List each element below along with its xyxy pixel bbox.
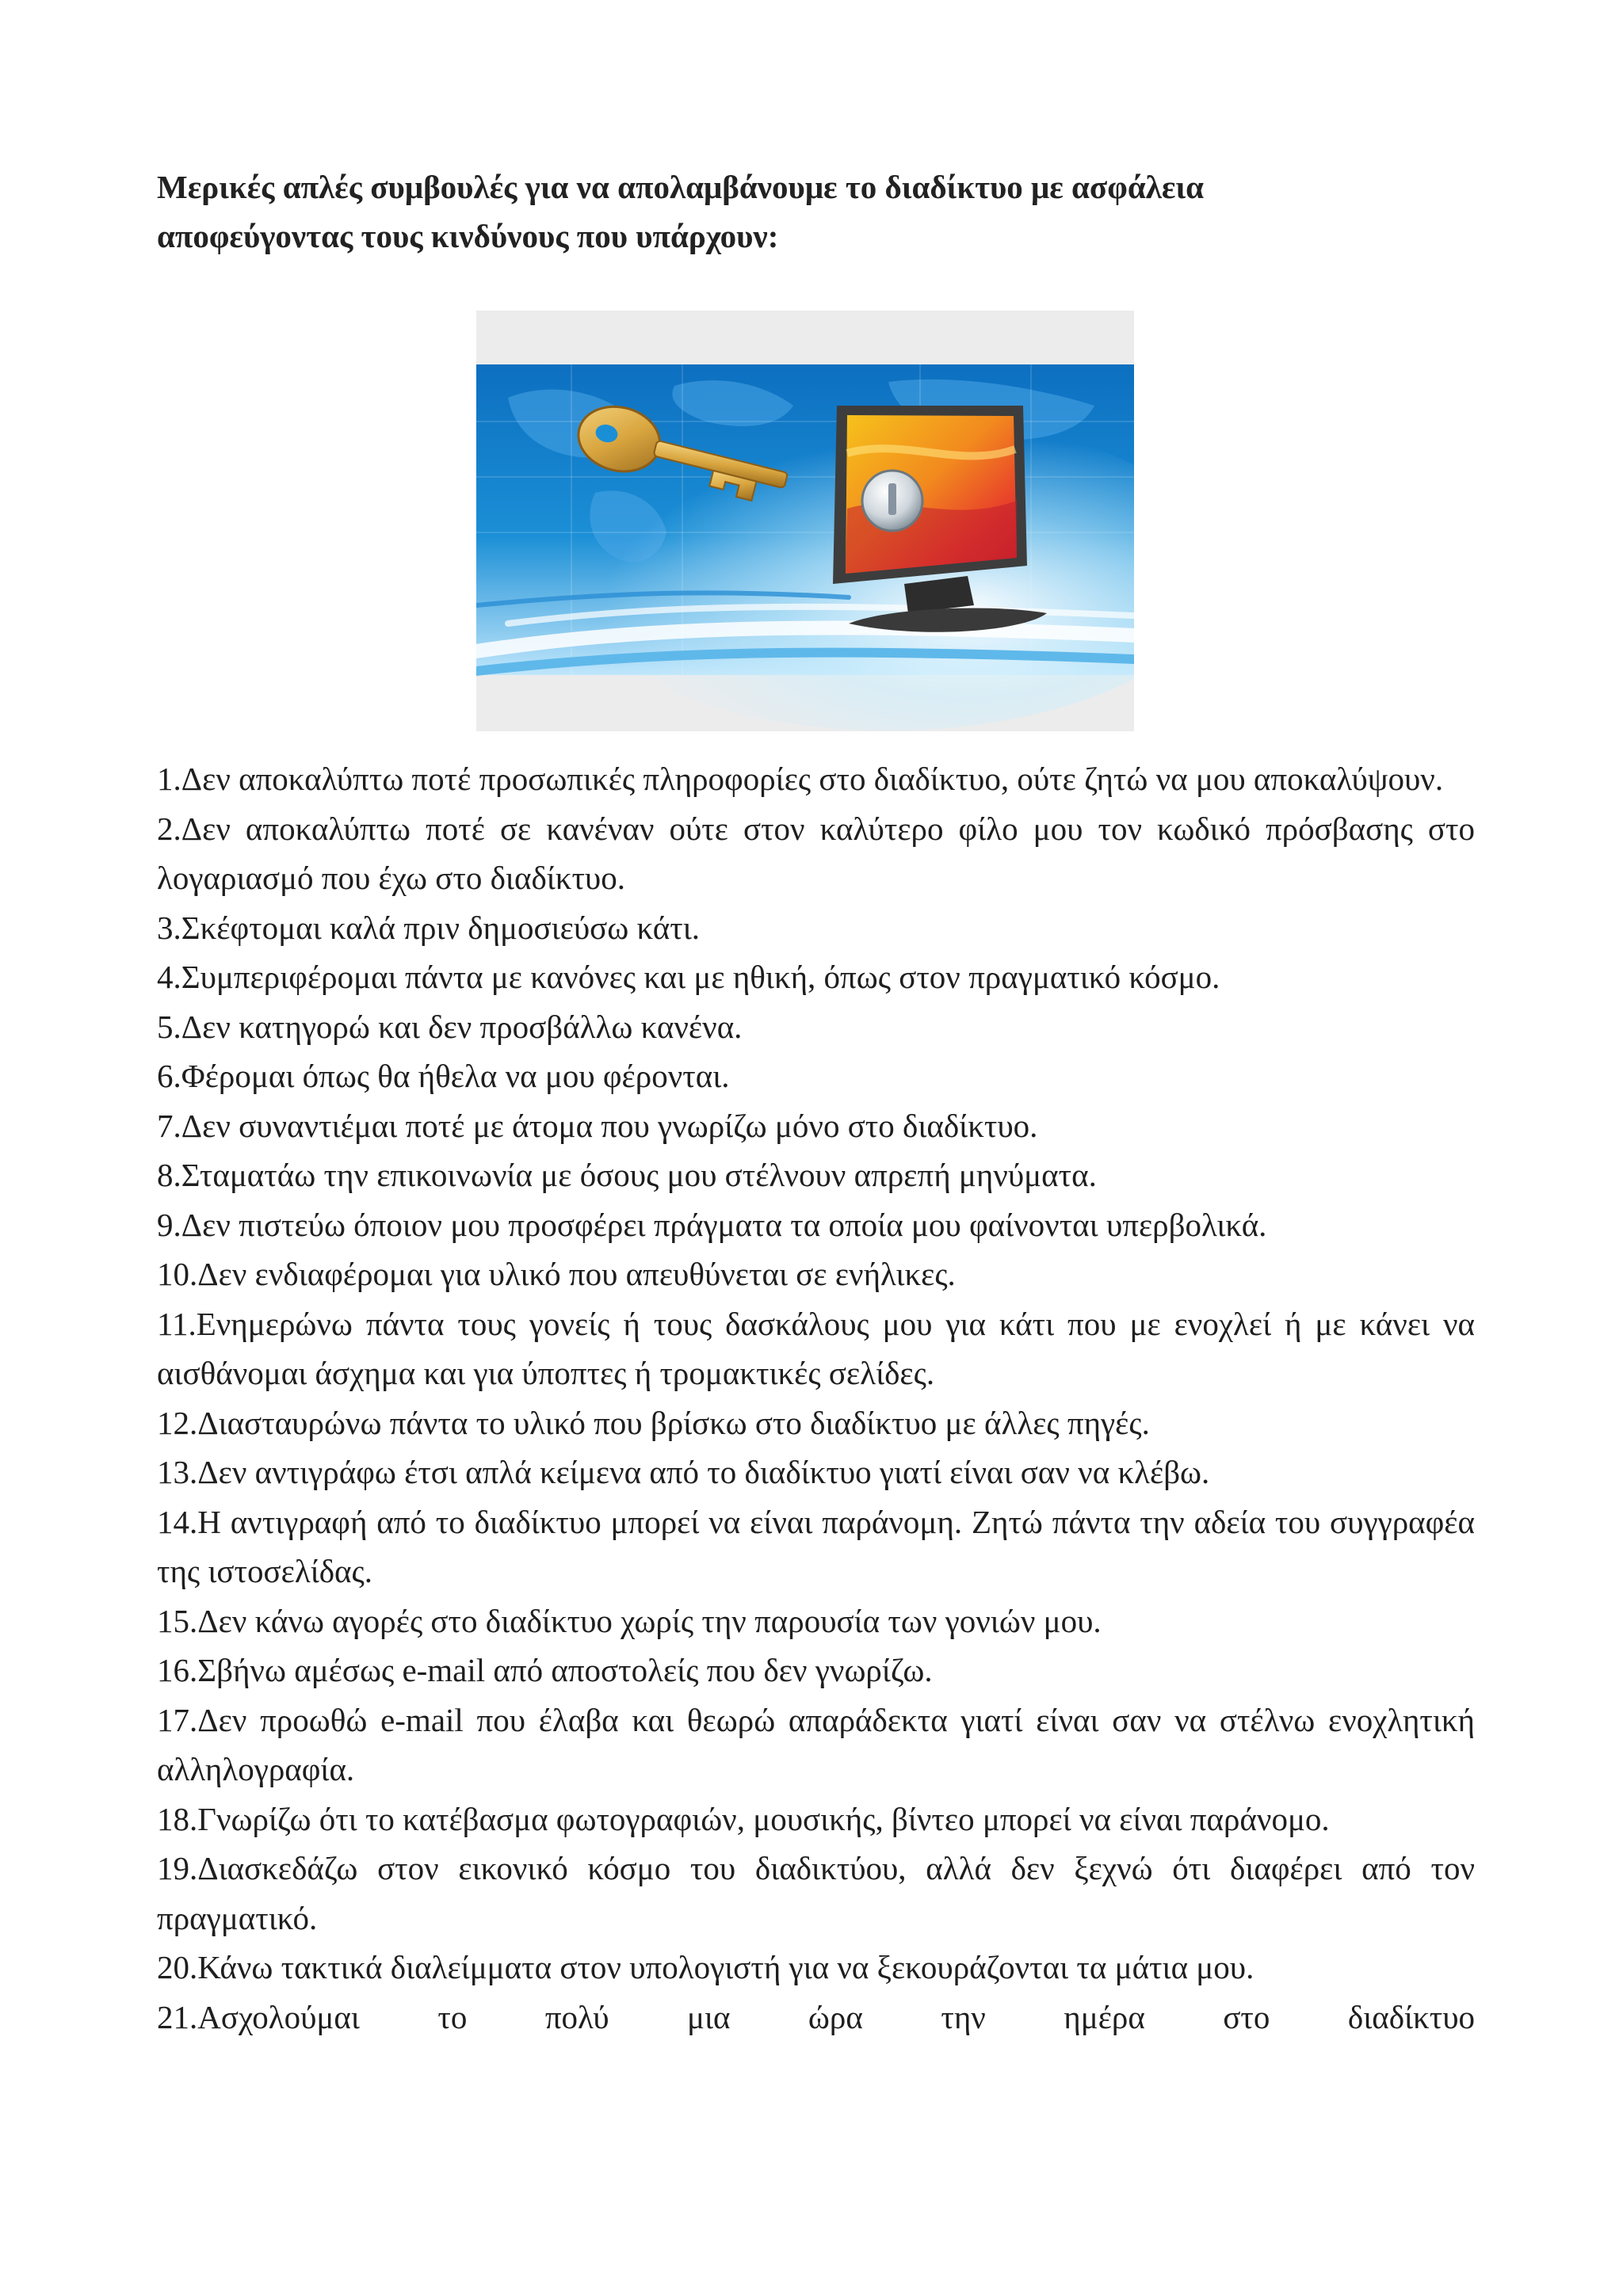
- document-heading: [157, 162, 1472, 261]
- tip-item-6: 6.Φέρομαι όπως θα ήθελα να μου φέρονται.: [157, 1058, 730, 1094]
- tip-item-1: 1.Δεν αποκαλύπτω ποτέ προσωπικές πληροφορίες στο διαδίκτυο, ούτε ζητώ να μου αποκαλύψουν.: [157, 761, 1444, 797]
- tip-item-20: 20.Κάνω τακτικά διαλείμματα στον υπολογιστή για να ξεκουράζονται τα μάτια μου.: [157, 1949, 1254, 1985]
- tip-item-4: 4.Συμπεριφέρομαι πάντα με κανόνες και με ηθική, όπως στον πραγματικό κόσμο.: [157, 959, 1220, 995]
- tip-item-11: 11.Ενημερώνω πάντα τους γονείς ή τους δασκάλους μου για κάτι που με ενοχλεί ή με κάνει να αισθάνομαι άσχημα και για ύποπτες ή τρομακτικές σελίδες.: [157, 1305, 1475, 1391]
- tip-item-21: 21.Ασχολούμαι το πολύ μια ώρα την ημέρα στο διαδίκτυο: [157, 1998, 1475, 2035]
- tip-item-3: 3.Σκέφτομαι καλά πριν δημοσιεύσω κάτι.: [157, 909, 701, 946]
- tip-item-18: 18.Γνωρίζω ότι το κατέβασμα φωτογραφιών, μουσικής, βίντεο μπορεί να είναι παράνομο.: [157, 1800, 1330, 1837]
- tip-item-12: 12.Διασταυρώνω πάντα το υλικό που βρίσκω στο διαδίκτυο με άλλες πηγές.: [157, 1404, 1150, 1441]
- heading-line-2: αποφεύγοντας τους κινδύνους που υπάρχουν:: [157, 218, 779, 254]
- tip-item-14: 14.Η αντιγραφή από το διαδίκτυο μπορεί να είναι παράνομη. Ζητώ πάντα την αδεία του συγγραφέα της ιστοσελίδας.: [157, 1503, 1475, 1589]
- tip-item-13: 13.Δεν αντιγράφω έτσι απλά κείμενα από το διαδίκτυο γιατί είναι σαν να κλέβω.: [157, 1454, 1210, 1490]
- internet-safety-illustration: [476, 311, 1134, 731]
- tip-item-19: 19.Διασκεδάζω στον εικονικό κόσμο του διαδικτύου, αλλά δεν ξεχνώ ότι διαφέρει από τον πραγματικό.: [157, 1850, 1475, 1936]
- tip-item-10: 10.Δεν ενδιαφέρομαι για υλικό που απευθύνεται σε ενήλικες.: [157, 1256, 956, 1292]
- tip-item-16: 16.Σβήνω αμέσως e-mail από αποστολείς που δεν γνωρίζω.: [157, 1652, 933, 1688]
- key-and-monitor-security-icon: [476, 311, 1134, 731]
- heading-line-1: Μερικές απλές συμβουλές για να απολαμβάνουμε το διαδίκτυο με ασφάλεια: [157, 169, 1204, 205]
- tip-item-8: 8.Σταματάω την επικοινωνία με όσους μου στέλνουν απρεπή μηνύματα.: [157, 1157, 1097, 1193]
- tip-item-15: 15.Δεν κάνω αγορές στο διαδίκτυο χωρίς την παρουσία των γονιών μου.: [157, 1602, 1102, 1639]
- tip-item-17: 17.Δεν προωθώ e-mail που έλαβα και θεωρώ απαράδεκτα γιατί είναι σαν να στέλνω ενοχλητική αλληλογραφία.: [157, 1701, 1475, 1787]
- safety-tips-list: [157, 754, 1475, 2042]
- tip-item-2: 2.Δεν αποκαλύπτω ποτέ σε κανέναν ούτε στον καλύτερο φίλο μου τον κωδικό πρόσβασης στο λογαριασμό που έχω στο διαδίκτυο.: [157, 810, 1475, 896]
- tip-item-9: 9.Δεν πιστεύω όποιον μου προσφέρει πράγματα τα οποία μου φαίνονται υπερβολικά.: [157, 1206, 1267, 1243]
- tip-item-7: 7.Δεν συναντιέμαι ποτέ με άτομα που γνωρίζω μόνο στο διαδίκτυο.: [157, 1107, 1038, 1144]
- tip-item-5: 5.Δεν κατηγορώ και δεν προσβάλλω κανένα.: [157, 1008, 743, 1045]
